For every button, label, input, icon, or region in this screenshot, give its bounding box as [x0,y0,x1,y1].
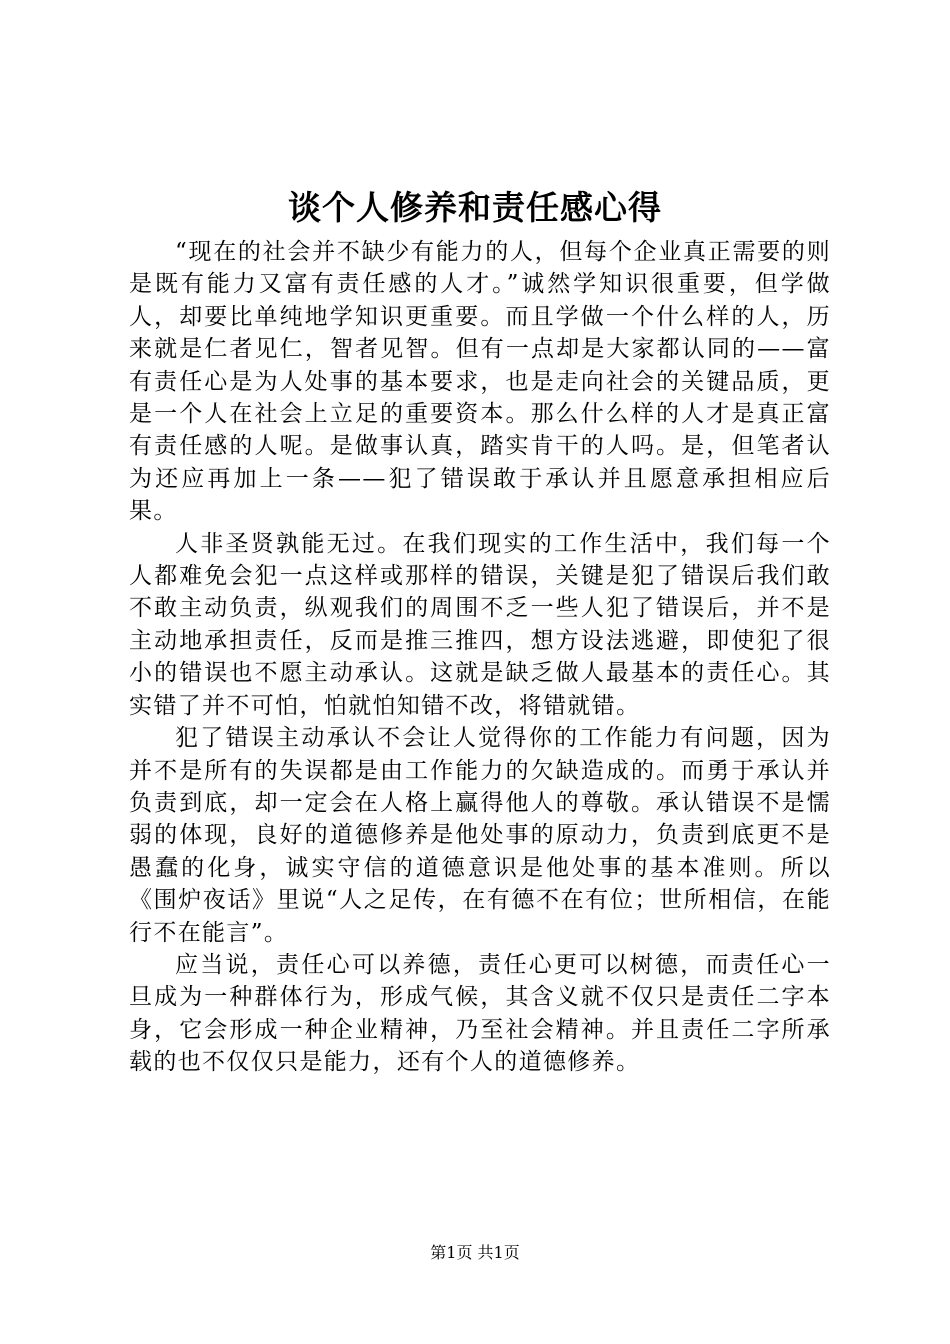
document-title: 谈个人修养和责任感心得 [288,188,662,227]
paragraph-2: 人非圣贤孰能无过。在我们现实的工作生活中，我们每一个人都难免会犯一点这样或那样的错误，关键是犯了错误后我们敢不敢主动负责，纵观我们的周围不乏一些人犯了错误后，并不是主动地承担责任，反而是推三推四，想方设法逃避，即使犯了很小的错误也不愿主动承认。这就是缺乏做人最基本的责任心。其实错了并不可怕，怕就怕知错不改，将错就错。 [129,530,831,719]
page-footer: 第1页 共1页 [430,1243,520,1262]
paragraph-4: 应当说，责任心可以养德，责任心更可以树德，而责任心一旦成为一种群体行为，形成气候，其含义就不仅只是责任二字本身，它会形成一种企业精神，乃至社会精神。并且责任二字所承载的也不仅仅只是能力，还有个人的道德修养。 [129,951,831,1076]
paragraph-3: 犯了错误主动承认不会让人觉得你的工作能力有问题，因为并不是所有的失误都是由工作能力的欠缺造成的。而勇于承认并负责到底，却一定会在人格上赢得他人的尊敬。承认错误不是懦弱的体现，良好的道德修养是他处事的原动力，负责到底更不是愚蠢的化身，诚实守信的道德意识是他处事的基本准则。所以《围炉夜话》里说“人之足传，在有德不在有位；世所相信，在能行不在能言”。 [129,725,831,946]
paragraph-1: “现在的社会并不缺少有能力的人，但每个企业真正需要的则是既有能力又富有责任感的人才。”诚然学知识很重要，但学做人，却要比单纯地学知识更重要。而且学做一个什么样的人，历来就是仁者见仁，智者见智。但有一点却是大家都认同的——富有责任心是为人处事的基本要求，也是走向社会的关键品质，更是一个人在社会上立足的重要资本。那么什么样的人才是真正富有责任感的人呢。是做事认真，踏实肯干的人吗。是，但笔者认为还应再加上一条——犯了错误敢于承认并且愿意承担相应后果。 [129,239,831,525]
document-body [129,236,831,1079]
